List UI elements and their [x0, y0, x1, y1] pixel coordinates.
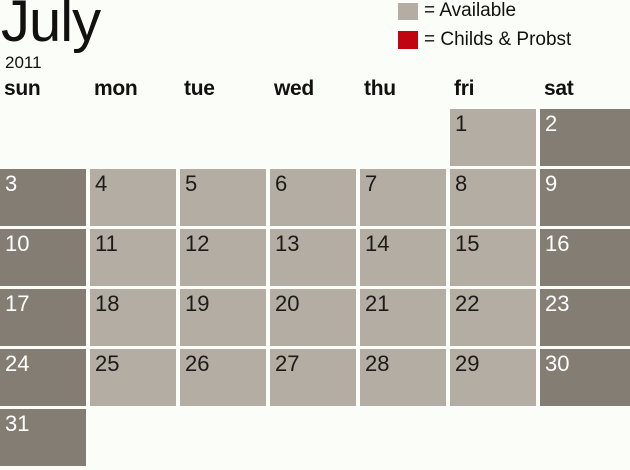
- day-cell-27[interactable]: 27: [270, 349, 356, 406]
- day-cell-7[interactable]: 7: [360, 169, 446, 226]
- day-cell-2[interactable]: 2: [540, 109, 630, 166]
- day-cell-11[interactable]: 11: [90, 229, 176, 286]
- month-title: July: [1, 0, 101, 54]
- day-cell-4[interactable]: 4: [90, 169, 176, 226]
- day-cell-12[interactable]: 12: [180, 229, 266, 286]
- day-header-mon: mon: [94, 77, 138, 100]
- empty-cell: [90, 109, 176, 166]
- empty-cell: [270, 109, 356, 166]
- day-cell-18[interactable]: 18: [90, 289, 176, 346]
- day-cell-16[interactable]: 16: [540, 229, 630, 286]
- day-cell-17[interactable]: 17: [0, 289, 86, 346]
- empty-cell: [450, 409, 536, 466]
- day-cell-5[interactable]: 5: [180, 169, 266, 226]
- day-header-wed: wed: [274, 77, 314, 100]
- day-cell-6[interactable]: 6: [270, 169, 356, 226]
- day-header-tue: tue: [184, 77, 215, 100]
- empty-cell: [360, 409, 446, 466]
- day-cell-19[interactable]: 19: [180, 289, 266, 346]
- day-header-sun: sun: [4, 77, 41, 100]
- day-cell-3[interactable]: 3: [0, 169, 86, 226]
- empty-cell: [180, 109, 266, 166]
- legend-row-available: [398, 0, 571, 22]
- day-cell-8[interactable]: 8: [450, 169, 536, 226]
- year-label: 2011: [5, 53, 42, 72]
- day-cell-10[interactable]: 10: [0, 229, 86, 286]
- day-cell-28[interactable]: 28: [360, 349, 446, 406]
- day-cell-30[interactable]: 30: [540, 349, 630, 406]
- day-cell-31[interactable]: 31: [0, 409, 86, 466]
- empty-cell: [540, 409, 630, 466]
- day-cell-23[interactable]: 23: [540, 289, 630, 346]
- empty-cell: [360, 109, 446, 166]
- day-header-row: [0, 77, 630, 101]
- empty-cell: [0, 109, 86, 166]
- day-header-thu: thu: [364, 77, 396, 100]
- day-cell-15[interactable]: 15: [450, 229, 536, 286]
- legend-row-childs-probst: [398, 29, 571, 51]
- day-cell-9[interactable]: 9: [540, 169, 630, 226]
- legend-label-childs-probst: = Childs & Probst: [424, 29, 572, 50]
- day-cell-13[interactable]: 13: [270, 229, 356, 286]
- day-cell-25[interactable]: 25: [90, 349, 176, 406]
- calendar-grid: [0, 109, 630, 466]
- legend-label-available: = Available: [424, 0, 517, 21]
- day-cell-22[interactable]: 22: [450, 289, 536, 346]
- legend: [398, 0, 571, 58]
- empty-cell: [180, 409, 266, 466]
- day-cell-29[interactable]: 29: [450, 349, 536, 406]
- day-header-sat: sat: [544, 77, 574, 100]
- day-cell-26[interactable]: 26: [180, 349, 266, 406]
- empty-cell: [90, 409, 176, 466]
- day-header-fri: fri: [454, 77, 475, 100]
- day-cell-20[interactable]: 20: [270, 289, 356, 346]
- empty-cell: [270, 409, 356, 466]
- day-cell-14[interactable]: 14: [360, 229, 446, 286]
- day-cell-24[interactable]: 24: [0, 349, 86, 406]
- childs-probst-color-swatch: [398, 31, 418, 49]
- day-cell-21[interactable]: 21: [360, 289, 446, 346]
- day-cell-1[interactable]: 1: [450, 109, 536, 166]
- available-color-swatch: [398, 3, 418, 20]
